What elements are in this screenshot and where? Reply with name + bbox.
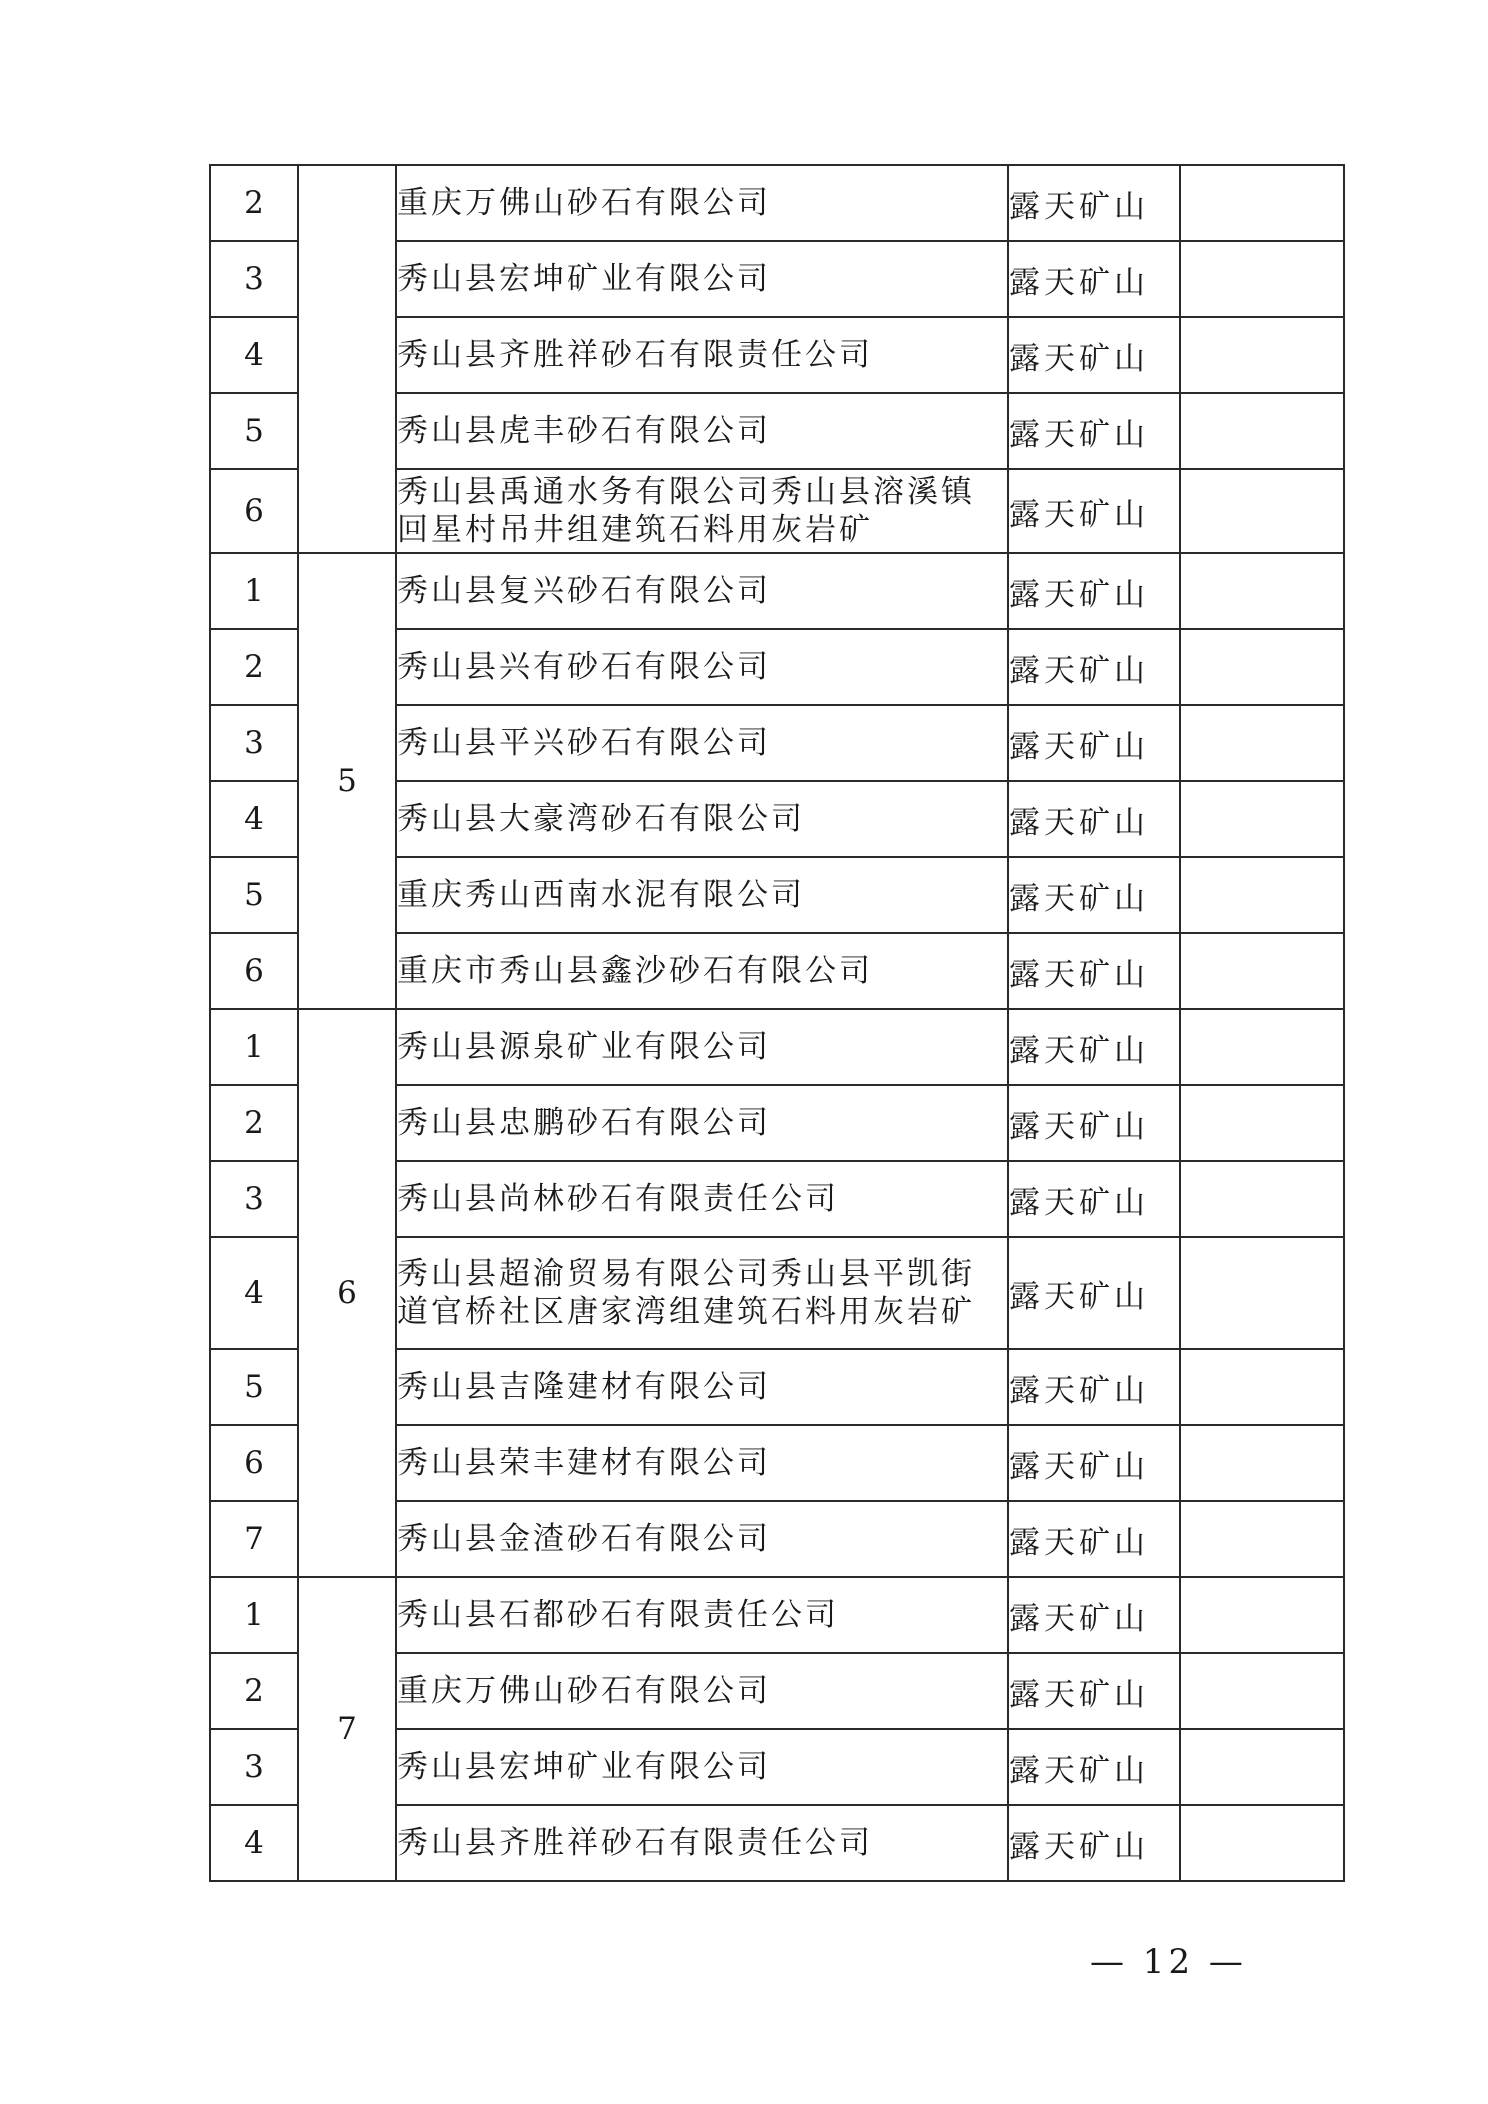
row-seq: 1	[210, 553, 298, 629]
company-name: 重庆秀山西南水泥有限公司	[396, 857, 1008, 933]
row-seq: 2	[210, 1085, 298, 1161]
mine-type: 露天矿山	[1008, 705, 1180, 781]
row-seq: 2	[210, 629, 298, 705]
batch-cell	[298, 165, 396, 553]
table-row	[210, 1009, 1344, 1085]
remark-cell	[1180, 1501, 1344, 1577]
mine-type: 露天矿山	[1008, 1577, 1180, 1653]
remark-cell	[1180, 1425, 1344, 1501]
mine-type: 露天矿山	[1008, 1729, 1180, 1805]
remark-cell	[1180, 553, 1344, 629]
row-seq: 5	[210, 393, 298, 469]
row-seq: 1	[210, 1577, 298, 1653]
remark-cell	[1180, 857, 1344, 933]
company-name: 秀山县大豪湾砂石有限公司	[396, 781, 1008, 857]
row-seq: 2	[210, 1653, 298, 1729]
company-name: 重庆万佛山砂石有限公司	[396, 165, 1008, 241]
remark-cell	[1180, 165, 1344, 241]
remark-cell	[1180, 1653, 1344, 1729]
mine-list-table	[209, 164, 1345, 1882]
mine-type: 露天矿山	[1008, 165, 1180, 241]
mine-type: 露天矿山	[1008, 781, 1180, 857]
mine-type: 露天矿山	[1008, 317, 1180, 393]
mine-type: 露天矿山	[1008, 241, 1180, 317]
batch-cell: 6	[298, 1009, 396, 1577]
mine-type: 露天矿山	[1008, 629, 1180, 705]
row-seq: 4	[210, 1805, 298, 1881]
mine-type: 露天矿山	[1008, 1237, 1180, 1349]
company-name: 秀山县尚林砂石有限责任公司	[396, 1161, 1008, 1237]
row-seq: 6	[210, 469, 298, 553]
mine-type: 露天矿山	[1008, 1805, 1180, 1881]
company-name: 秀山县源泉矿业有限公司	[396, 1009, 1008, 1085]
row-seq: 2	[210, 165, 298, 241]
company-name: 重庆万佛山砂石有限公司	[396, 1653, 1008, 1729]
row-seq: 3	[210, 241, 298, 317]
company-name: 秀山县宏坤矿业有限公司	[396, 241, 1008, 317]
remark-cell	[1180, 1805, 1344, 1881]
row-seq: 3	[210, 1729, 298, 1805]
mine-type: 露天矿山	[1008, 1009, 1180, 1085]
company-name: 秀山县虎丰砂石有限公司	[396, 393, 1008, 469]
remark-cell	[1180, 393, 1344, 469]
company-name: 秀山县荣丰建材有限公司	[396, 1425, 1008, 1501]
mine-type: 露天矿山	[1008, 857, 1180, 933]
mine-type: 露天矿山	[1008, 1653, 1180, 1729]
company-name: 秀山县忠鹏砂石有限公司	[396, 1085, 1008, 1161]
company-name: 秀山县超渝贸易有限公司秀山县平凯街道官桥社区唐家湾组建筑石料用灰岩矿	[396, 1237, 1008, 1349]
company-name: 秀山县齐胜祥砂石有限责任公司	[396, 1805, 1008, 1881]
row-seq: 6	[210, 1425, 298, 1501]
row-seq: 6	[210, 933, 298, 1009]
mine-type: 露天矿山	[1008, 1349, 1180, 1425]
row-seq: 5	[210, 857, 298, 933]
remark-cell	[1180, 1577, 1344, 1653]
mine-type: 露天矿山	[1008, 469, 1180, 553]
mine-type: 露天矿山	[1008, 1425, 1180, 1501]
remark-cell	[1180, 317, 1344, 393]
table-row	[210, 553, 1344, 629]
mine-type: 露天矿山	[1008, 1161, 1180, 1237]
mine-type: 露天矿山	[1008, 553, 1180, 629]
remark-cell	[1180, 629, 1344, 705]
company-name: 秀山县金渣砂石有限公司	[396, 1501, 1008, 1577]
row-seq: 3	[210, 1161, 298, 1237]
mine-type: 露天矿山	[1008, 393, 1180, 469]
page-number: — 12 —	[1090, 1942, 1247, 1982]
remark-cell	[1180, 781, 1344, 857]
row-seq: 4	[210, 317, 298, 393]
company-name: 秀山县吉隆建材有限公司	[396, 1349, 1008, 1425]
company-name: 秀山县兴有砂石有限公司	[396, 629, 1008, 705]
remark-cell	[1180, 933, 1344, 1009]
row-seq: 4	[210, 781, 298, 857]
row-seq: 4	[210, 1237, 298, 1349]
table-row	[210, 1577, 1344, 1653]
company-name: 秀山县石都砂石有限责任公司	[396, 1577, 1008, 1653]
company-name: 秀山县平兴砂石有限公司	[396, 705, 1008, 781]
mine-type: 露天矿山	[1008, 933, 1180, 1009]
company-name: 秀山县禹通水务有限公司秀山县溶溪镇回星村吊井组建筑石料用灰岩矿	[396, 469, 1008, 553]
company-name: 重庆市秀山县鑫沙砂石有限公司	[396, 933, 1008, 1009]
batch-cell: 5	[298, 553, 396, 1009]
remark-cell	[1180, 705, 1344, 781]
remark-cell	[1180, 1009, 1344, 1085]
remark-cell	[1180, 1161, 1344, 1237]
remark-cell	[1180, 1085, 1344, 1161]
remark-cell	[1180, 1349, 1344, 1425]
company-name: 秀山县复兴砂石有限公司	[396, 553, 1008, 629]
company-name: 秀山县宏坤矿业有限公司	[396, 1729, 1008, 1805]
row-seq: 7	[210, 1501, 298, 1577]
remark-cell	[1180, 241, 1344, 317]
row-seq: 5	[210, 1349, 298, 1425]
row-seq: 1	[210, 1009, 298, 1085]
remark-cell	[1180, 1237, 1344, 1349]
table-row	[210, 165, 1344, 241]
mine-type: 露天矿山	[1008, 1501, 1180, 1577]
remark-cell	[1180, 1729, 1344, 1805]
mine-type: 露天矿山	[1008, 1085, 1180, 1161]
row-seq: 3	[210, 705, 298, 781]
batch-cell: 7	[298, 1577, 396, 1881]
company-name: 秀山县齐胜祥砂石有限责任公司	[396, 317, 1008, 393]
remark-cell	[1180, 469, 1344, 553]
